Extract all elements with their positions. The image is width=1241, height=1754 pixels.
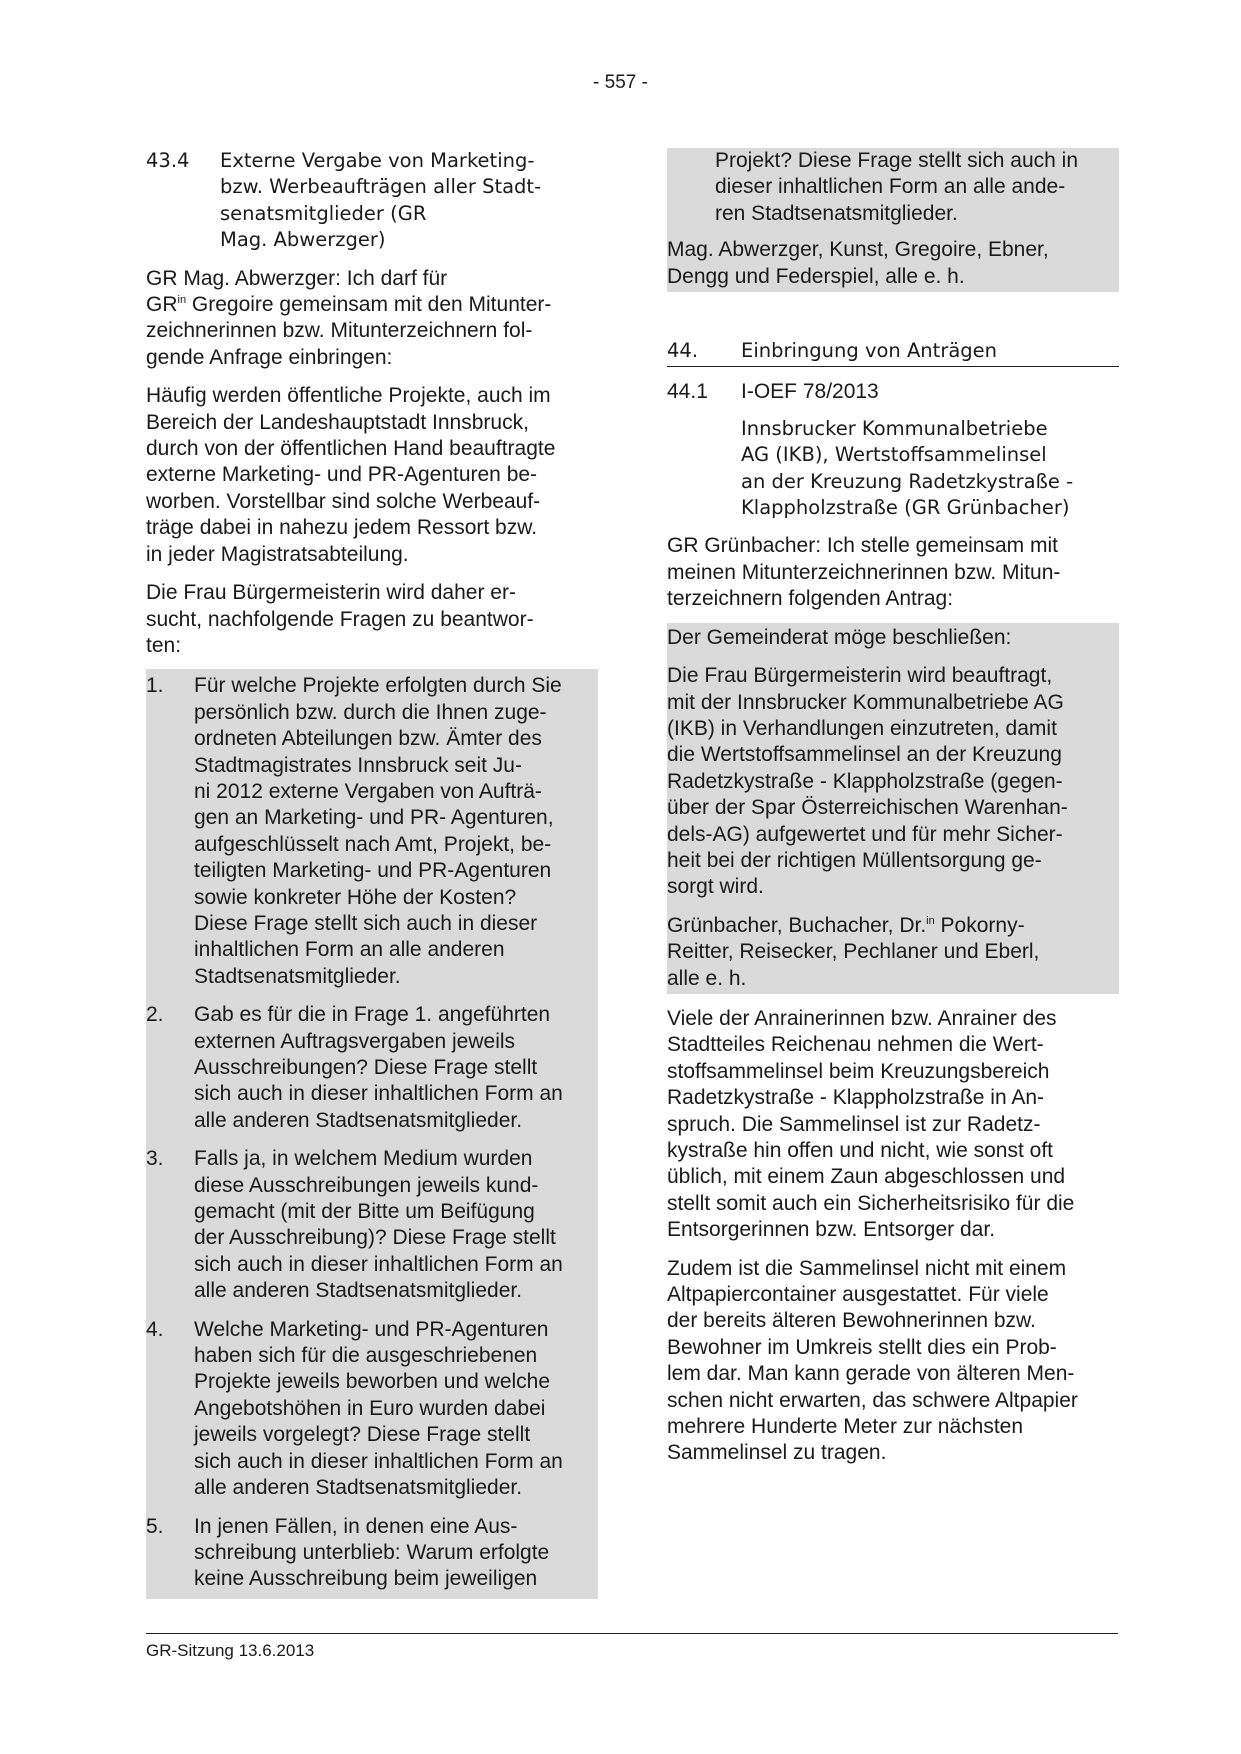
text-line: Diese Frage stellt sich auch in dieser [194, 911, 538, 935]
text-line: ordneten Abteilungen bzw. Ämter des [194, 727, 542, 751]
question-number: 3. [146, 1147, 164, 1171]
subsection-ref: I-OEF 78/2013 [741, 380, 879, 404]
paragraph [146, 383, 598, 568]
section-heading-44 [667, 338, 1119, 367]
question-number: 5. [146, 1514, 164, 1538]
text-line: Reitter, Reisecker, Pechlaner und Eberl, [667, 940, 1040, 964]
text-line: Bewohner im Umkreis stellt dies ein Prob- [667, 1335, 1057, 1359]
section-number: 44. [667, 339, 699, 363]
question-item [146, 1506, 598, 1597]
text-line: Radetzkystraße - Klappholzstraße (gegen- [667, 769, 1063, 793]
right-column [667, 148, 1119, 1467]
text-line: ni 2012 externe Vergaben von Aufträ- [194, 779, 542, 803]
text-line: Falls ja, in welchem Medium wurden [194, 1147, 533, 1171]
text-line: die Wertstoffsammelinsel an der Kreuzung [667, 743, 1062, 767]
text-line: mehrere Hunderte Meter zur nächsten [667, 1415, 1024, 1439]
text-line: alle e. h. [667, 966, 747, 990]
text-span: Gregoire gemeinsam mit den Mitunter- [186, 293, 552, 317]
text-span: Pokorny- [934, 913, 1025, 937]
motion-box [667, 623, 1119, 994]
text-line: schen nicht erwarten, das schwere Altpapier [667, 1388, 1078, 1412]
text-line: spruch. Die Sammelinsel ist zur Radetz- [667, 1112, 1041, 1136]
text-line: worben. Vorstellbar sind solche Werbeauf- [146, 489, 541, 513]
question-item [146, 1309, 598, 1506]
text-line: aufgeschlüsselt nach Amt, Projekt, be- [194, 832, 552, 856]
text-line: alle anderen Stadtsenatsmitglieder. [194, 1279, 523, 1303]
text-line: ren Stadtsenatsmitglieder. [715, 201, 958, 225]
text-line: Angebotshöhen in Euro wurden dabei [194, 1396, 546, 1420]
text-line: diese Ausschreibungen jeweils kund- [194, 1173, 539, 1197]
text-line: Stadtmagistrates Innsbruck seit Ju- [194, 753, 522, 777]
heading-line: Klappholzstraße (GR Grünbacher) [741, 496, 1070, 520]
question-number: 2. [146, 1003, 164, 1027]
paragraph [146, 580, 598, 659]
resolve-line: Der Gemeinderat möge beschließen: [667, 625, 1012, 649]
text-line: Altpapiercontainer ausgestattet. Für viele [667, 1283, 1049, 1307]
text-line: sowie konkreter Höhe der Kosten? [194, 885, 517, 909]
text-line: stellt somit auch ein Sicherheitsrisiko für die [667, 1191, 1075, 1215]
text-line: Dengg und Federspiel, alle e. h. [667, 264, 965, 288]
text-line: alle anderen Stadtsenatsmitglieder. [194, 1476, 523, 1500]
text-line: zeichnerinnen bzw. Mitunterzeichnern fol- [146, 319, 533, 343]
text-line: sich auch in dieser inhaltlichen Form an [194, 1252, 563, 1276]
text-line: (IKB) in Verhandlungen einzutreten, damit [667, 716, 1057, 740]
section-title: Einbringung von Anträgen [741, 339, 998, 363]
text-line: Gab es für die in Frage 1. angeführten [194, 1003, 551, 1027]
text-line: terzeichnern folgenden Antrag: [667, 587, 954, 611]
text-line: inhaltlichen Form an alle anderen [194, 938, 505, 962]
text-line: Stadtteiles Reichenau nehmen die Wert- [667, 1033, 1044, 1057]
text-line: mit der Innsbrucker Kommunalbetriebe AG [667, 690, 1064, 714]
gender-suffix: in [177, 294, 187, 307]
text-line: gemacht (mit der Bitte um Beifügung [194, 1200, 535, 1224]
text-line: der Ausschreibung)? Diese Frage stellt [194, 1226, 556, 1250]
subsection-heading-44-1 [667, 379, 1119, 405]
text-line: Bereich der Landeshauptstadt Innsbruck, [146, 410, 529, 434]
text-line: Projekt? Diese Frage stellt sich auch in [715, 149, 1078, 172]
text-line: durch von der öffentlichen Hand beauftragte [146, 437, 556, 461]
text-line: haben sich für die ausgeschriebenen [194, 1344, 538, 1368]
text-line: Viele der Anrainerinnen bzw. Anrainer des [667, 1006, 1057, 1030]
text-line: lem dar. Man kann gerade von älteren Men- [667, 1362, 1075, 1386]
motion-intro [667, 533, 1119, 612]
heading-line: Mag. Abwerzger) [220, 228, 386, 252]
text-line: Radetzkystraße - Klappholzstraße in An- [667, 1086, 1044, 1110]
text-line: Projekte jeweils beworben und welche [194, 1370, 551, 1394]
text-line: In jenen Fällen, in denen eine Aus- [194, 1514, 518, 1538]
text-line: dels-AG) aufgewertet und für mehr Sicher- [667, 822, 1063, 846]
text-line: träge dabei in nahezu jedem Ressort bzw. [146, 516, 538, 540]
text-line: heit bei der richtigen Müllentsorgung ge- [667, 848, 1042, 872]
question-item [146, 994, 598, 1138]
heading-line: Innsbrucker Kommunalbetriebe [741, 416, 1048, 440]
question-number: 1. [146, 674, 164, 698]
text-line: keine Ausschreibung beim jeweiligen [194, 1567, 538, 1591]
text-line: Welche Marketing- und PR-Agenturen [194, 1317, 549, 1341]
paragraph [667, 1256, 1119, 1467]
signers [667, 237, 1119, 290]
text-line: der bereits älteren Bewohnerinnen bzw. [667, 1309, 1036, 1333]
paragraph [667, 1006, 1119, 1244]
text-line [146, 292, 598, 318]
question-item [146, 669, 598, 994]
text-line: alle anderen Stadtsenatsmitglieder. [194, 1108, 523, 1132]
text-line: GR Mag. Abwerzger: Ich darf für [146, 266, 448, 290]
heading-line: bzw. Werbeaufträgen aller Stadt- [220, 175, 542, 199]
heading-line: AG (IKB), Wertstoffsammelinsel [741, 443, 1047, 467]
motion-text [667, 663, 1119, 901]
text-line: sucht, nachfolgende Fragen zu beantwor- [146, 607, 534, 631]
text-span: Grünbacher, Buchacher, Dr. [667, 913, 927, 937]
text-line: Sammelinsel zu tragen. [667, 1441, 887, 1465]
heading-line: Externe Vergabe von Marketing- [220, 149, 535, 172]
heading-title [220, 148, 598, 254]
intro-paragraph [146, 266, 598, 372]
text-line: über der Spar Österreichischen Warenhan- [667, 796, 1068, 820]
text-line: kystraße hin offen und nicht, wie sonst oft [667, 1139, 1053, 1162]
text-line: Häufig werden öffentliche Projekte, auch im [146, 384, 551, 408]
text-line: jeweils vorgelegt? Diese Frage stellt [194, 1423, 531, 1447]
text-line: Zudem ist die Sammelinsel nicht mit einem [667, 1256, 1067, 1280]
questions-box [146, 669, 598, 1598]
text-line: schreibung unterblieb: Warum erfolgte [194, 1540, 550, 1564]
page-number: - 557 - [593, 72, 648, 93]
text-line: gen an Marketing- und PR- Agenturen, [194, 806, 554, 830]
text-line: Entsorgerinnen bzw. Entsorger dar. [667, 1218, 996, 1242]
signers [667, 913, 1119, 992]
text-line: in jeder Magistratsabteilung. [146, 542, 409, 566]
gr-label: GR [146, 293, 178, 317]
text-line: Stadtsenatsmitglieder. [194, 964, 401, 988]
text-line: sich auch in dieser inhaltlichen Form an [194, 1082, 563, 1106]
text-line: dieser inhaltlichen Form an alle ande- [715, 175, 1066, 199]
heading-line: senatsmitglieder (GR [220, 201, 427, 225]
text-line: persönlich bzw. durch die Ihnen zuge- [194, 700, 547, 724]
subsection-number: 44.1 [667, 380, 708, 404]
footer-text: GR-Sitzung 13.6.2013 [146, 1641, 315, 1660]
heading-line: an der Kreuzung Radetzkystraße - [741, 469, 1074, 493]
text-line: Die Frau Bürgermeisterin wird daher er- [146, 581, 516, 605]
text-line: sorgt wird. [667, 875, 764, 899]
text-line: Für welche Projekte erfolgten durch Sie [194, 674, 562, 698]
subsection-title [667, 416, 1119, 522]
text-line: Mag. Abwerzger, Kunst, Gregoire, Ebner, [667, 238, 1049, 262]
text-line: ten: [146, 633, 182, 657]
text-line: externen Auftragsvergaben jeweils [194, 1029, 516, 1053]
footer-divider [146, 1633, 1118, 1634]
text-line: stoffsammelinsel beim Kreuzungsbereich [667, 1059, 1050, 1083]
heading-43-4 [146, 148, 598, 254]
text-line [667, 913, 1119, 939]
text-line: sich auch in dieser inhaltlichen Form an [194, 1449, 563, 1473]
question-continuation-box [667, 148, 1119, 292]
question-item [146, 1138, 598, 1308]
gender-suffix: in [926, 914, 935, 927]
text-line: gende Anfrage einbringen: [146, 345, 393, 369]
text-line: meinen Mitunterzeichnerinnen bzw. Mitun- [667, 560, 1061, 584]
left-column [146, 148, 598, 1599]
question-continuation [667, 148, 1119, 227]
text-line: teiligten Marketing- und PR-Agenturen [194, 859, 552, 883]
text-line: GR Grünbacher: Ich stelle gemeinsam mit [667, 534, 1058, 558]
text-line: Ausschreibungen? Diese Frage stellt [194, 1056, 538, 1079]
heading-number: 43.4 [146, 149, 190, 172]
text-line: externe Marketing- und PR-Agenturen be- [146, 463, 538, 487]
text-line: üblich, mit einem Zaun abgeschlossen und [667, 1165, 1066, 1189]
text-line: Die Frau Bürgermeisterin wird beauftragt, [667, 664, 1053, 688]
question-number: 4. [146, 1317, 164, 1341]
